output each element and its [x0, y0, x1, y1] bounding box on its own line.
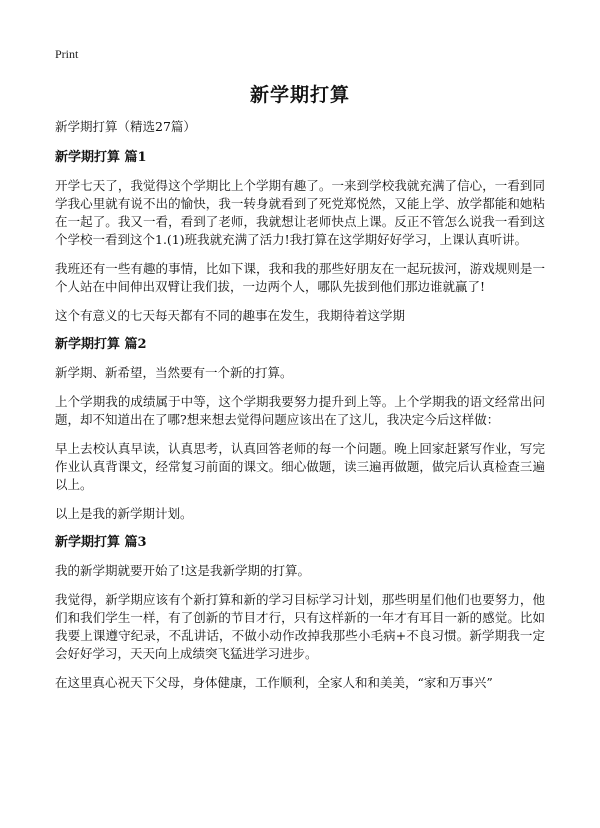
paragraph: 开学七天了，我觉得这个学期比上个学期有趣了。一来到学校我就充满了信心，一看到同学我心里就有说不出的愉快，我一转身就看到了死党郑悦然，又能上学、放学都能和她粘在一起了。我又一看，看到了老师，我就想让老师快点上课。反正不管怎么说我一看到这个学校一看到这个1.(1)班我就充满了活力!我打算在这学期好好学习，上课认真听讲。	[55, 178, 545, 247]
paragraph: 早上去校认真早读，认真思考，认真回答老师的每一个问题。晚上回家赶紧写作业，写完作业认真背课文，经常复习前面的课文。细心做题，读三遍再做题，做完后认真检查三遍以上。	[55, 441, 545, 492]
page-title: 新学期打算	[249, 84, 350, 106]
paragraph: 我觉得，新学期应该有个新打算和新的学习目标学习计划，那些明星们他们也要努力，他们和我们学生一样，有了创新的节目才行，只有这样新的一年才有耳目一新的感觉。比如我要上课遵守纪录，不乱讲话，不做小动作改掉我那些小毛病+不良习惯。新学期我一定会好好学习，天天向上成绩突飞猛进学习进步。	[55, 592, 545, 661]
paragraph: 这个有意义的七天每天都有不同的趣事在发生，我期待着这学期	[55, 308, 406, 323]
section-heading-3: 新学期打算 篇3	[55, 535, 147, 550]
paragraph: 上个学期我的成绩属于中等，这个学期我要努力提升到上等。上个学期我的语文经常出问题，却不知道出在了哪?想来想去觉得问题应该出在了这儿，我决定今后这样做：	[55, 394, 545, 427]
section-heading-1: 新学期打算 篇1	[55, 150, 147, 165]
section-heading-2: 新学期打算 篇2	[55, 337, 147, 352]
paragraph: 我班还有一些有趣的事情，比如下课，我和我的那些好朋友在一起玩拔河，游戏规则是一个人站在中间伸出双臂让我们拔，一边两个人，哪队先拔到他们那边谁就赢了!	[55, 261, 545, 294]
paragraph: 以上是我的新学期计划。	[55, 506, 193, 521]
document-subtitle: 新学期打算（精选27篇）	[55, 119, 196, 134]
paragraph: 在这里真心祝天下父母，身体健康，工作顺利，全家人和和美美，“家和万事兴”	[55, 675, 493, 690]
document-body	[55, 118, 545, 703]
paragraph: 我的新学期就要开始了!这是我新学期的打算。	[55, 563, 311, 578]
print-link[interactable]: Print	[55, 47, 79, 61]
paragraph: 新学期、新希望，当然要有一个新的打算。	[55, 365, 293, 380]
